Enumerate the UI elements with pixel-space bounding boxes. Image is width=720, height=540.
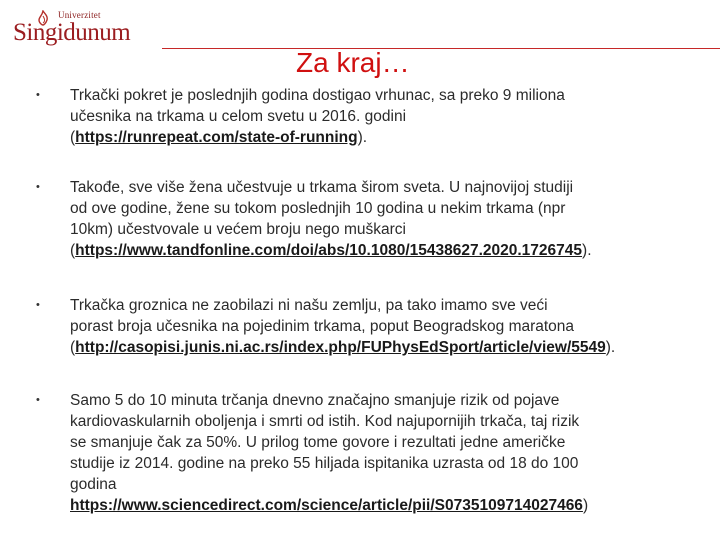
reference-link[interactable]: https://www.tandfonline.com/doi/abs/10.1080/15438627.2020.1726745 <box>75 242 583 259</box>
bullet-line: Samo 5 do 10 minuta trčanja dnevno značajno smanjuje rizik od pojave <box>70 392 560 409</box>
paren-close: ). <box>582 242 592 259</box>
bullet-text <box>70 295 690 358</box>
slide-title: Za kraj… <box>296 47 410 78</box>
paren-open: ( <box>70 129 76 146</box>
bullet-text <box>70 85 690 148</box>
title-divider <box>162 48 720 49</box>
bullet-text <box>70 177 690 261</box>
paren-close: ). <box>357 129 368 146</box>
bullet-line: kardiovaskularnih oboljenja i smrti od istih. Kod najupornijih trkača, taj rizik <box>70 413 580 430</box>
bullet-line: od ove godine, žene su tokom poslednjih 10 godina u nekim trkama (npr <box>70 200 566 217</box>
bullet-line <box>70 240 690 261</box>
bullet-line <box>70 495 690 516</box>
bullet-line: se smanjuje čak za 50%. U prilog tome govore i rezultati jedne američke <box>70 434 566 451</box>
bullet-marker: • <box>36 181 40 193</box>
paren-open: ( <box>70 242 76 259</box>
reference-link[interactable]: https://runrepeat.com/state-of-running <box>75 129 358 146</box>
bullet-line: studije iz 2014. godine na preko 55 hiljada ispitanika uzrasta od 18 do 100 <box>70 455 579 472</box>
university-logo <box>10 10 131 48</box>
reference-link[interactable]: http://casopisi.junis.ni.ac.rs/index.php/FUPhysEdSport/article/view/5549 <box>75 339 606 356</box>
logo-name: Singidunum <box>13 19 131 46</box>
paren-open: ( <box>70 339 76 356</box>
bullet-line: Trkačka groznica ne zaobilazi ni našu zemlju, pa tako imamo sve veći <box>70 297 548 314</box>
bullet-text <box>70 390 690 516</box>
bullet-marker: • <box>36 89 40 101</box>
bullet-line: učesnika na trkama u celom svetu u 2016. godini <box>70 108 407 125</box>
paren-close: ) <box>582 497 589 514</box>
bullet-marker: • <box>36 394 40 406</box>
bullet-line <box>70 337 690 358</box>
bullet-line: porast broja učesnika na pojedinim trkama, poput Beogradskog maratona <box>70 318 575 335</box>
reference-link[interactable]: https://www.sciencedirect.com/science/article/pii/S0735109714027466 <box>70 497 583 514</box>
paren-close: ). <box>605 339 616 356</box>
bullet-line: godina <box>70 476 117 493</box>
bullet-line <box>70 127 690 148</box>
bullet-line: 10km) učestvovale u većem broju nego muškarci <box>70 221 406 238</box>
bullet-marker: • <box>36 299 40 311</box>
logo-top-text: Univerzitet <box>58 10 101 20</box>
bullet-line: Trkački pokret je poslednjih godina dostigao vrhunac, sa preko 9 miliona <box>70 87 565 104</box>
bullet-line: Takođe, sve više žena učestvuje u trkama širom sveta. U najnovijoj studiji <box>70 179 574 196</box>
